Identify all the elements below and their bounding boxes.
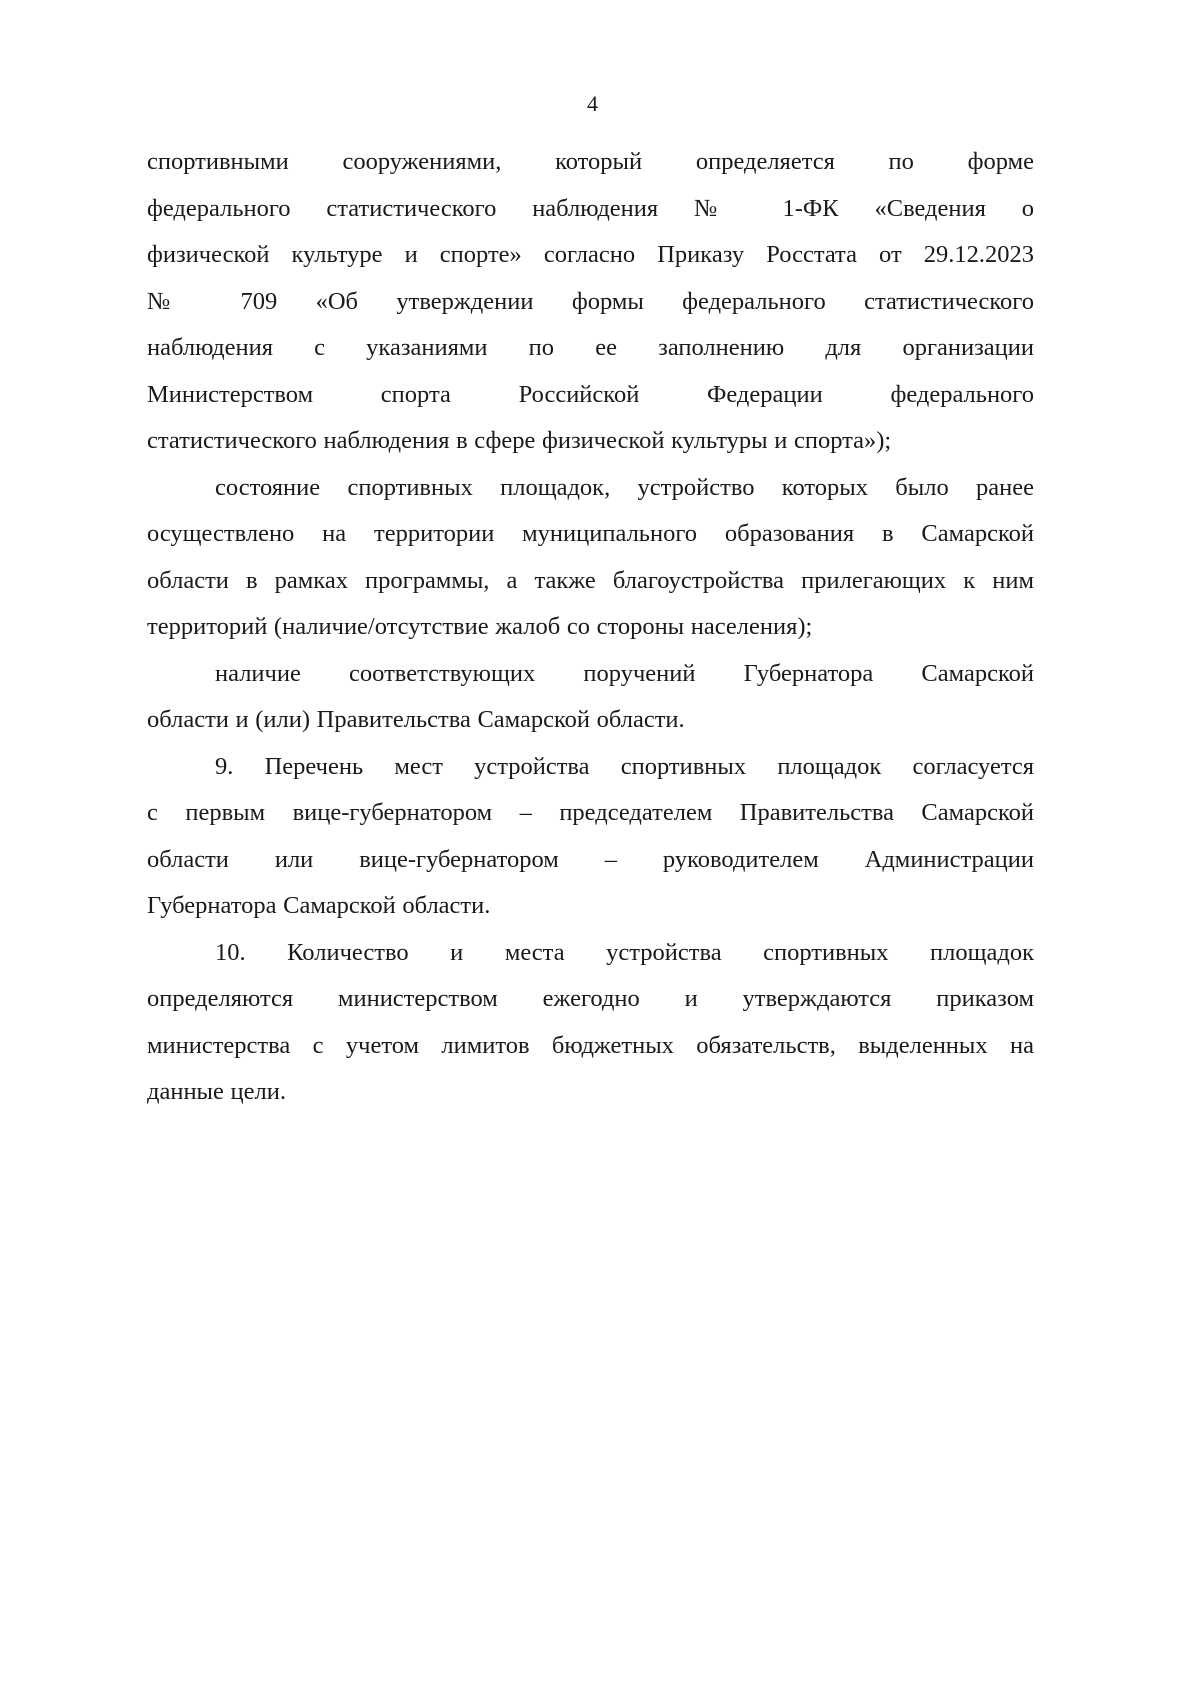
text-line: 10. Количество и места устройства спортивных площадок — [215, 938, 1034, 966]
paragraph-playground-condition — [147, 465, 1034, 651]
text-line: определяются министерством ежегодно и утверждаются приказом — [147, 985, 1034, 1012]
text-line: территорий (наличие/отсутствие жалоб со стороны населения); — [147, 613, 813, 640]
text-line: наблюдения с указаниями по ее заполнению для организации — [147, 334, 1034, 361]
text-line: данные цели. — [147, 1078, 286, 1105]
page-number: 4 — [587, 91, 598, 116]
text-line: 9. Перечень мест устройства спортивных площадок согласуется — [215, 752, 1034, 780]
text-line: области и (или) Правительства Самарской области. — [147, 706, 685, 733]
text-line: № 709 «Об утверждении формы федерального статистического — [147, 287, 1034, 315]
text-line: федерального статистического наблюдения № 1-ФК «Сведения о — [147, 194, 1034, 222]
paragraph-governor-instructions — [147, 651, 1034, 744]
text-line: состояние спортивных площадок, устройство которых было ранее — [215, 473, 1034, 501]
text-line: осуществлено на территории муниципального образования в Самарской — [147, 520, 1034, 547]
text-line: с первым вице-губернатором – председателем Правительства Самарской — [147, 799, 1034, 826]
text-line: спортивными сооружениями, который определяется по форме — [147, 148, 1034, 175]
paragraph-sports-facilities — [147, 139, 1034, 465]
text-line: физической культуре и спорте» согласно Приказу Росстата от 29.12.2023 — [147, 241, 1034, 268]
text-line: Министерством спорта Российской Федерации федерального — [147, 380, 1034, 408]
document-body — [147, 139, 1034, 1116]
paragraph-item-10 — [147, 930, 1034, 1116]
text-line: статистического наблюдения в сфере физической культуры и спорта»); — [147, 427, 892, 454]
text-line: области в рамках программы, а также благоустройства прилегающих к ним — [147, 566, 1034, 594]
text-line: наличие соответствующих поручений Губернатора Самарской — [215, 659, 1034, 687]
text-line: министерства с учетом лимитов бюджетных обязательств, выделенных на — [147, 1031, 1034, 1059]
text-line: области или вице-губернатором – руководителем Администрации — [147, 845, 1034, 873]
text-line: Губернатора Самарской области. — [147, 892, 491, 919]
paragraph-item-9 — [147, 744, 1034, 930]
